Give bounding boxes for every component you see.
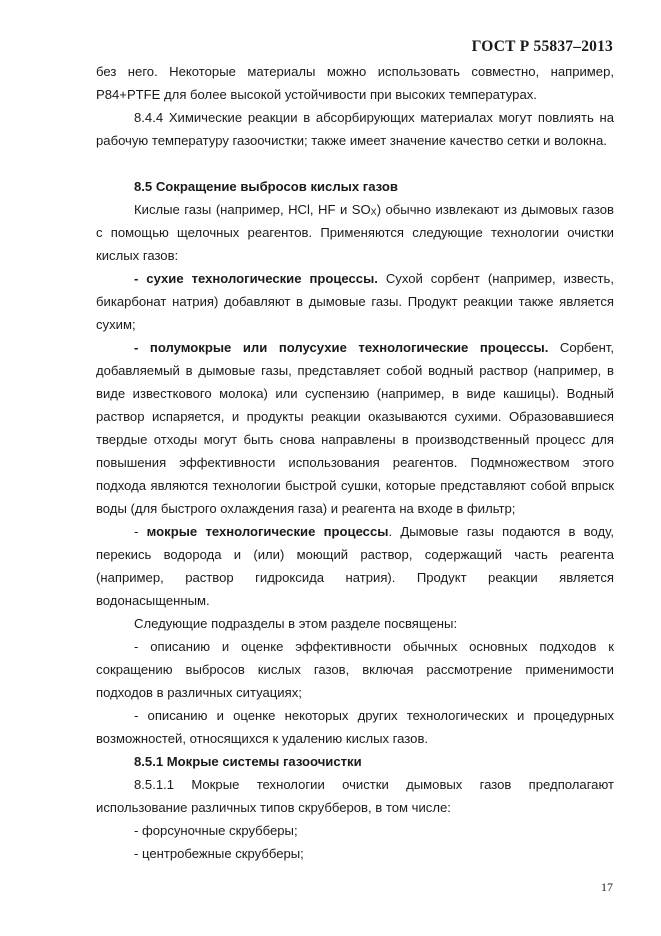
document-header: ГОСТ Р 55837–2013	[471, 38, 613, 55]
paragraph-continuation: без него. Некоторые материалы можно использовать совместно, например, P84+PTFE для более высокой устойчивости при высоких температурах.	[96, 64, 614, 102]
paragraph-item-2: - описанию и оценке некоторых других технологических и процедурных возможностей, относящихся к удалению кислых газов.	[96, 708, 614, 746]
paragraph-wet-processes	[96, 520, 614, 612]
list-item: - центробежные скрубберы;	[134, 846, 304, 861]
list-item: - форсуночные скрубберы;	[134, 823, 298, 838]
semi-dry-processes-text: Сорбент, добавляемый в дымовые газы, представляет собой водный раствор (например, в виде известкового молока) или суспензию (например, в виде кашицы). Водный раствор испаряется, и продукты реакции оказываются сухими. Образовавшиеся твердые отходы могут быть снова направлены в производственный процесс для повышения эффективности использования реагентов. Подмножеством этого подхода являются технологии быстрой сушки, которые представляют собой впрыск воды (для быстрого охлаждения газа) и реагента на входе в фильтр;	[96, 340, 614, 516]
page-number: 17	[601, 880, 613, 894]
paragraph-8-4-4: 8.4.4 Химические реакции в абсорбирующих материалах могут повлиять на рабочую температуру газоочистки; также имеет значение качество сетки и волокна.	[96, 110, 614, 148]
paragraph-item-1: - описанию и оценке эффективности обычных основных подходов к сокращению выбросов кислых газов, включая рассмотрение применимости подходов в различных ситуациях;	[96, 639, 614, 700]
wet-processes-label: мокрые технологические процессы	[146, 524, 389, 539]
paragraph-following-subsections: Следующие подразделы в этом разделе посвящены:	[134, 616, 458, 631]
dry-processes-label: - сухие технологические процессы.	[134, 271, 378, 286]
paragraph-acid-gases	[96, 198, 614, 267]
paragraph-8-5-1-1: 8.5.1.1 Мокрые технологии очистки дымовых газов предполагают использование различных типов скрубберов, в том числе:	[96, 777, 614, 815]
acid-gases-text-a: Кислые газы (например, HCl, HF и SO	[134, 202, 371, 217]
wet-processes-dash: -	[134, 524, 147, 539]
section-8-5-1-heading: 8.5.1 Мокрые системы газоочистки	[134, 754, 362, 769]
wet-processes-text: . Дымовые газы подаются в воду, перекись водорода и (или) моющий раствор, содержащий часть реагента (например, раствор гидроксида натрия). Продукт реакции является водонасыщенным.	[96, 524, 614, 608]
sox-subscript: X	[370, 207, 377, 217]
page-body	[96, 60, 614, 865]
acid-gases-text-b: ) обычно извлекают из дымовых газов с помощью щелочных реагентов. Применяются следующие технологии очистки кислых газов:	[96, 202, 614, 263]
semi-dry-processes-label: - полумокрые или полусухие технологические процессы.	[134, 340, 549, 355]
paragraph-semi-dry-processes	[96, 336, 614, 520]
paragraph-dry-processes	[96, 267, 614, 336]
section-8-5-heading: 8.5 Сокращение выбросов кислых газов	[134, 179, 398, 194]
dry-processes-text: Сухой сорбент (например, известь, бикарбонат натрия) добавляют в дымовые газы. Продукт реакции также является сухим;	[96, 271, 614, 332]
